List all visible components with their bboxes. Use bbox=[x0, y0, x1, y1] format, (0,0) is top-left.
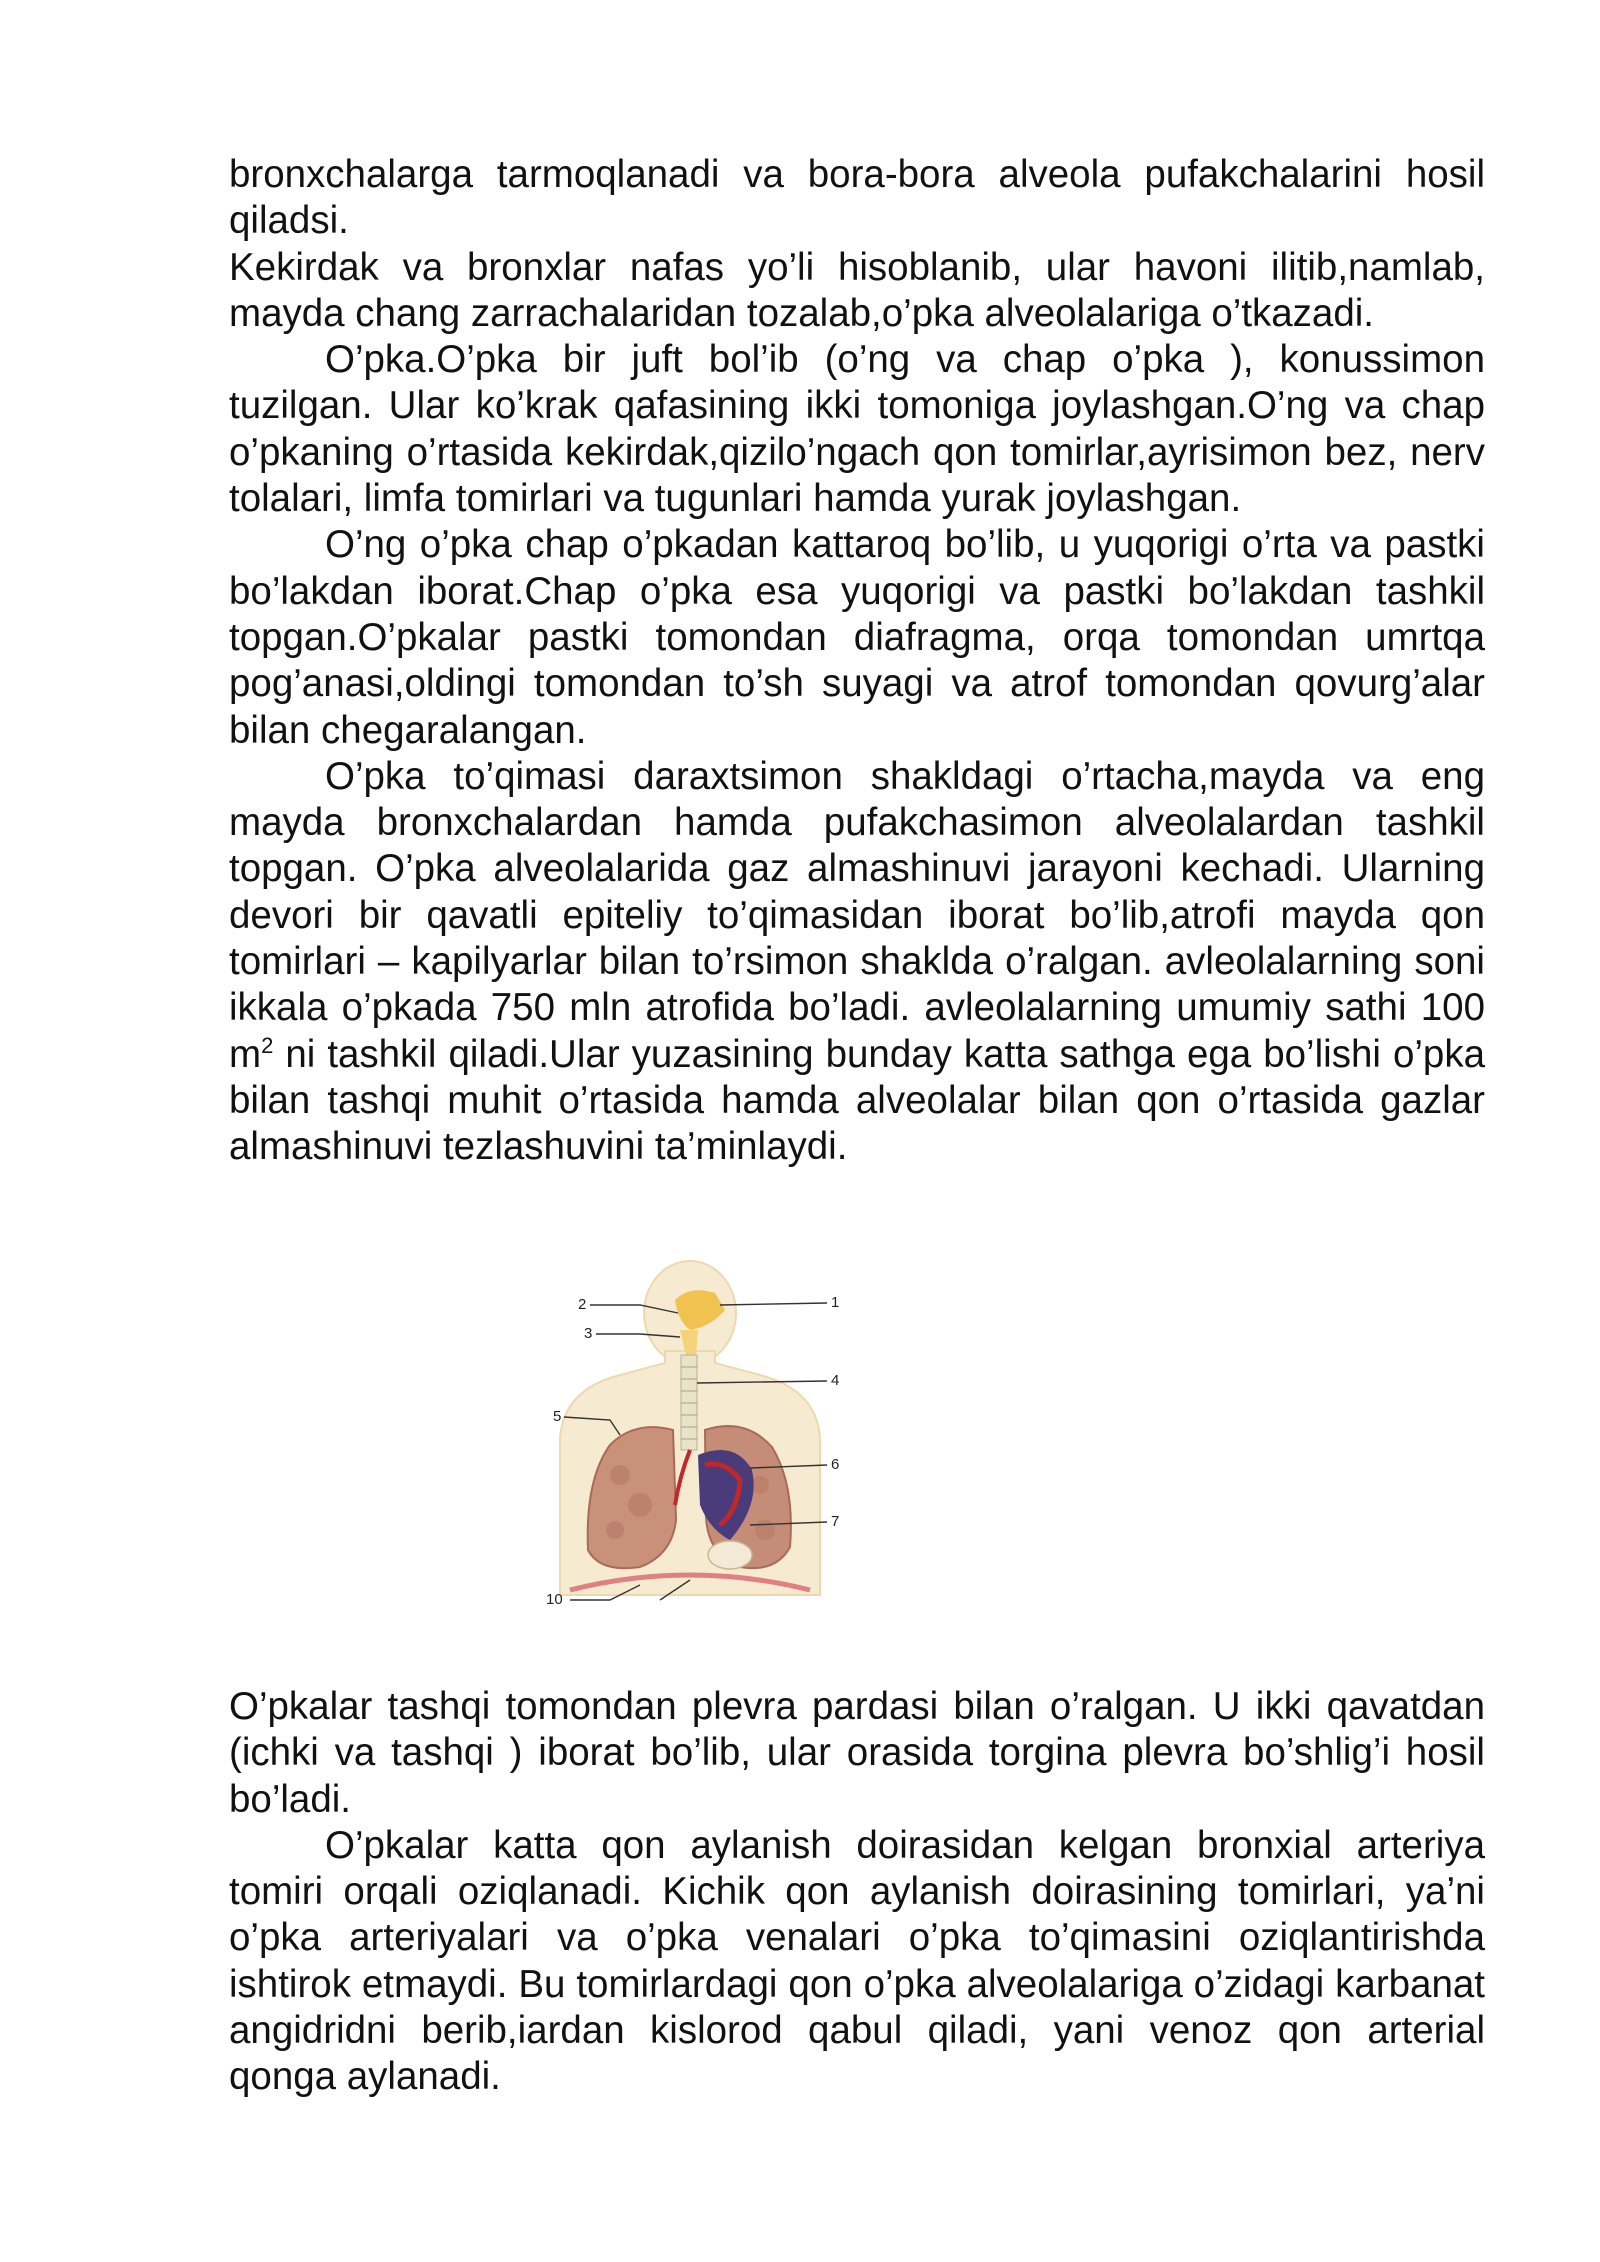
paragraph: O’pkalar tashqi tomondan plevra pardasi bilan o’ralgan. U ikki qavatdan (ichki va tashqi ) iborat bo’lib, ular orasida torgina plevra bo’shlig’i hosil bo’ladi. bbox=[229, 1685, 1485, 1821]
paragraph: Kekirdak va bronxlar nafas yo’li hisoblanib, ular havoni ilitib,namlab, mayda chang zarrachalaridan tozalab,o’pka alveolalariga o’tkazadi. bbox=[229, 245, 1485, 335]
figure-label-5: 5 bbox=[553, 1408, 562, 1425]
alveola-text-part2: ni tashkil qiladi.Ular yuzasining bunday katta sathga ega bo’lishi o’pka bilan tashqi muhit o’rtasida hamda alveolalar bilan qon o’rtasida gazlar almashinuvi tezlashuvini ta’minlaydi. bbox=[229, 1032, 1485, 1169]
bottom-text-block bbox=[229, 1684, 1485, 2101]
stomach bbox=[708, 1541, 752, 1569]
alveola-paragraph bbox=[229, 754, 1485, 1171]
paragraph: O’pkalar katta qon aylanish doirasidan kelgan bronxial arteriya tomiri orqali oziqlanadi. Kichik qon aylanish doirasining tomirlari, ya’ni o’pka arteriyalari va o’pka venalari o’pka to’qimasini oziqlantirishda ishtirok etmaydi. Bu tomirlardagi qon o’pka alveolalariga o’zidagi karbanat angidridni berib,iardan kislorod qabul qiladi, yani venoz qon arterial qonga aylanadi. bbox=[229, 1823, 1485, 2099]
superscript-2: 2 bbox=[261, 1032, 274, 1058]
paragraph: O’pka.O’pka bir juft bol’ib (o’ng va chap o’pka ), konussimon tuzilgan. Ular ko’krak qafasining ikki tomoniga joylashgan.O’ng va chap o’pkaning o’rtasida kekirdak,qizilo’ngach qon tomirlar,ayrisimon bez, nerv tolalari, limfa tomirlari va tugunlari hamda yurak joylashgan. bbox=[229, 338, 1485, 521]
figure-label-1: 1 bbox=[831, 1294, 840, 1311]
top-text-block bbox=[229, 152, 1485, 1171]
respiratory-diagram bbox=[540, 1255, 860, 1610]
respiratory-system-figure bbox=[540, 1255, 860, 1610]
figure-label-7: 7 bbox=[831, 1513, 840, 1530]
paragraph: O’ng o’pka chap o’pkadan kattaroq bo’lib, u yuqorigi o’rta va pastki bo’lakdan iborat.Chap o’pka esa yuqorigi va pastki bo’lakdan tashkil topgan.O’pkalar pastki tomondan diafragma, orqa tomondan umrtqa pog’anasi,oldingi tomondan to’sh suyagi va atrof tomondan qovurg’alar bilan chegaralangan. bbox=[229, 523, 1485, 752]
figure-label-3: 3 bbox=[584, 1325, 593, 1342]
alveola-text-part1: O’pka to’qimasi daraxtsimon shakldagi o’rtacha,mayda va eng mayda bronxchalardan hamda pufakchasimon alveolalardan tashkil topgan. O’pka alveolalarida gaz almashinuvi jarayoni kechadi. Ularning devori bir qavatli epiteliy to’qimasidan iborat bo’lib,atrofi mayda qon tomirlari – kapilyarlar bilan to’rsimon shaklda o’ralgan. avleolalarning soni ikkala o’pkada 750 mln atrofida bo’ladi. avleolalarning umumiy sathi 100 m bbox=[229, 754, 1485, 1076]
paragraph: bronxchalarga tarmoqlanadi va bora-bora alveola pufakchalarini hosil qiladsi. bbox=[229, 153, 1485, 243]
figure-label-2: 2 bbox=[578, 1296, 587, 1313]
figure-label-10: 10 bbox=[546, 1591, 563, 1608]
figure-label-4: 4 bbox=[831, 1372, 840, 1389]
figure-label-6: 6 bbox=[831, 1456, 840, 1473]
